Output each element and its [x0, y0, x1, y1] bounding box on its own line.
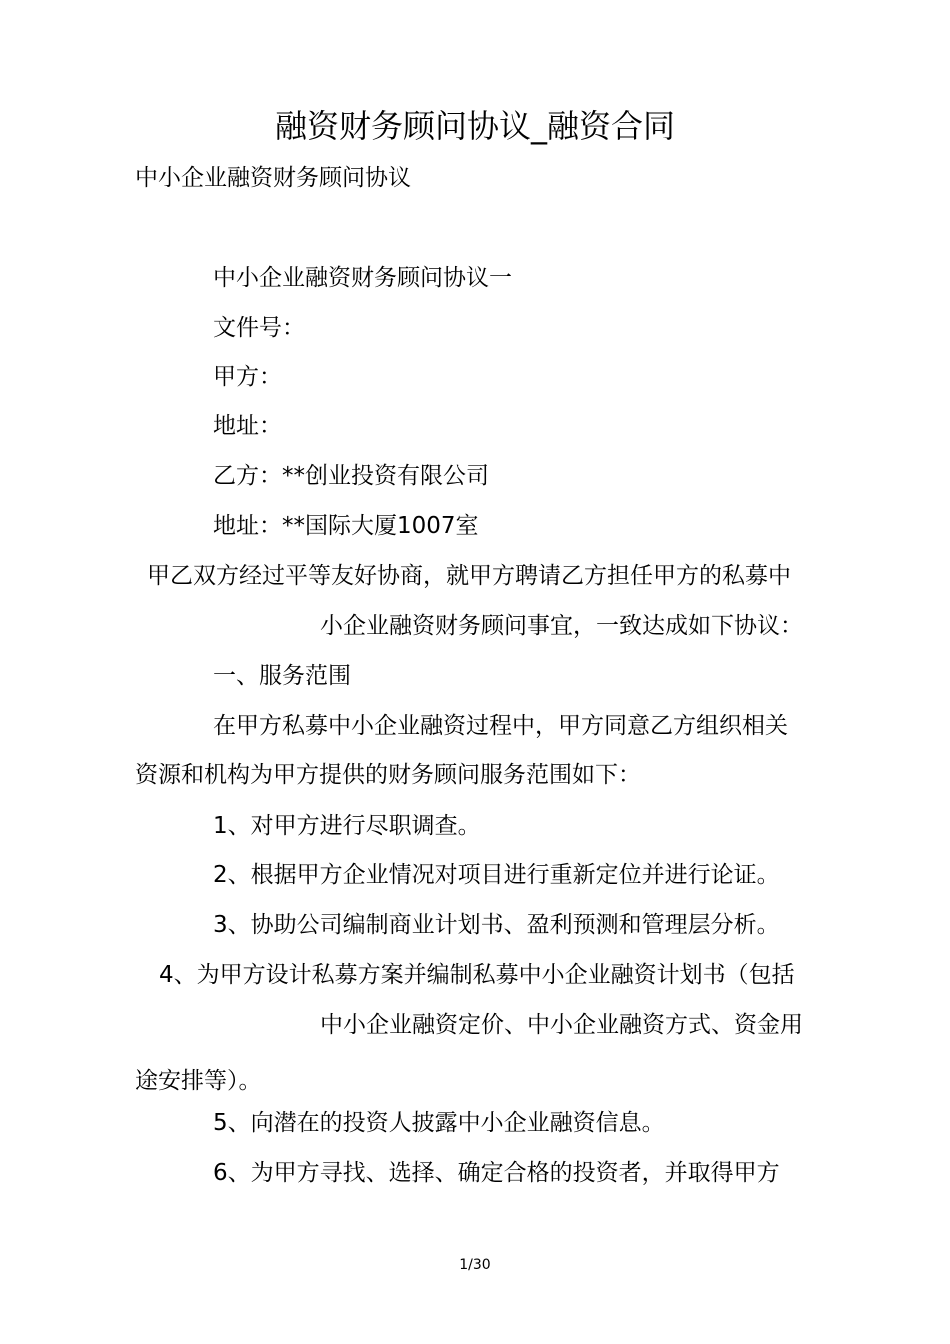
list-item: 6、为甲方寻找、选择、确定合格的投资者，并取得甲方	[213, 1160, 780, 1186]
list-item: 2、根据甲方企业情况对项目进行重新定位并进行论证。	[213, 862, 780, 888]
paragraph-line: 甲乙双方经过平等友好协商，就甲方聘请乙方担任甲方的私募中	[147, 563, 791, 589]
paragraph-line: 小企业融资财务顾问事宜，一致达成如下协议：	[320, 613, 803, 639]
page-number: 1/30	[459, 1257, 491, 1273]
list-item: 4、为甲方设计私募方案并编制私募中小企业融资计划书（包括	[159, 962, 795, 988]
paragraph-line: 乙方：**创业投资有限公司	[213, 463, 489, 489]
paragraph-line: 地址：	[213, 413, 282, 439]
document-subtitle: 中小企业融资财务顾问协议	[135, 165, 411, 191]
list-item: 3、协助公司编制商业计划书、盈利预测和管理层分析。	[213, 912, 780, 938]
list-item: 5、向潜在的投资人披露中小企业融资信息。	[213, 1110, 665, 1136]
paragraph-line: 中小企业融资财务顾问协议一	[213, 265, 512, 291]
document-title: 融资财务顾问协议_融资合同	[274, 107, 675, 145]
paragraph-line: 在甲方私募中小企业融资过程中，甲方同意乙方组织相关	[213, 713, 788, 739]
paragraph-line: 资源和机构为甲方提供的财务顾问服务范围如下：	[135, 762, 641, 788]
list-item-continuation: 途安排等）。	[135, 1068, 262, 1094]
section-heading: 一、服务范围	[213, 663, 351, 689]
paragraph-line: 甲方：	[213, 364, 282, 390]
paragraph-line: 文件号：	[213, 315, 305, 341]
list-item: 1、对甲方进行尽职调查。	[213, 813, 481, 839]
paragraph-line: 地址：**国际大厦1007室	[213, 513, 479, 539]
list-item-continuation: 中小企业融资定价、中小企业融资方式、资金用	[320, 1012, 803, 1038]
